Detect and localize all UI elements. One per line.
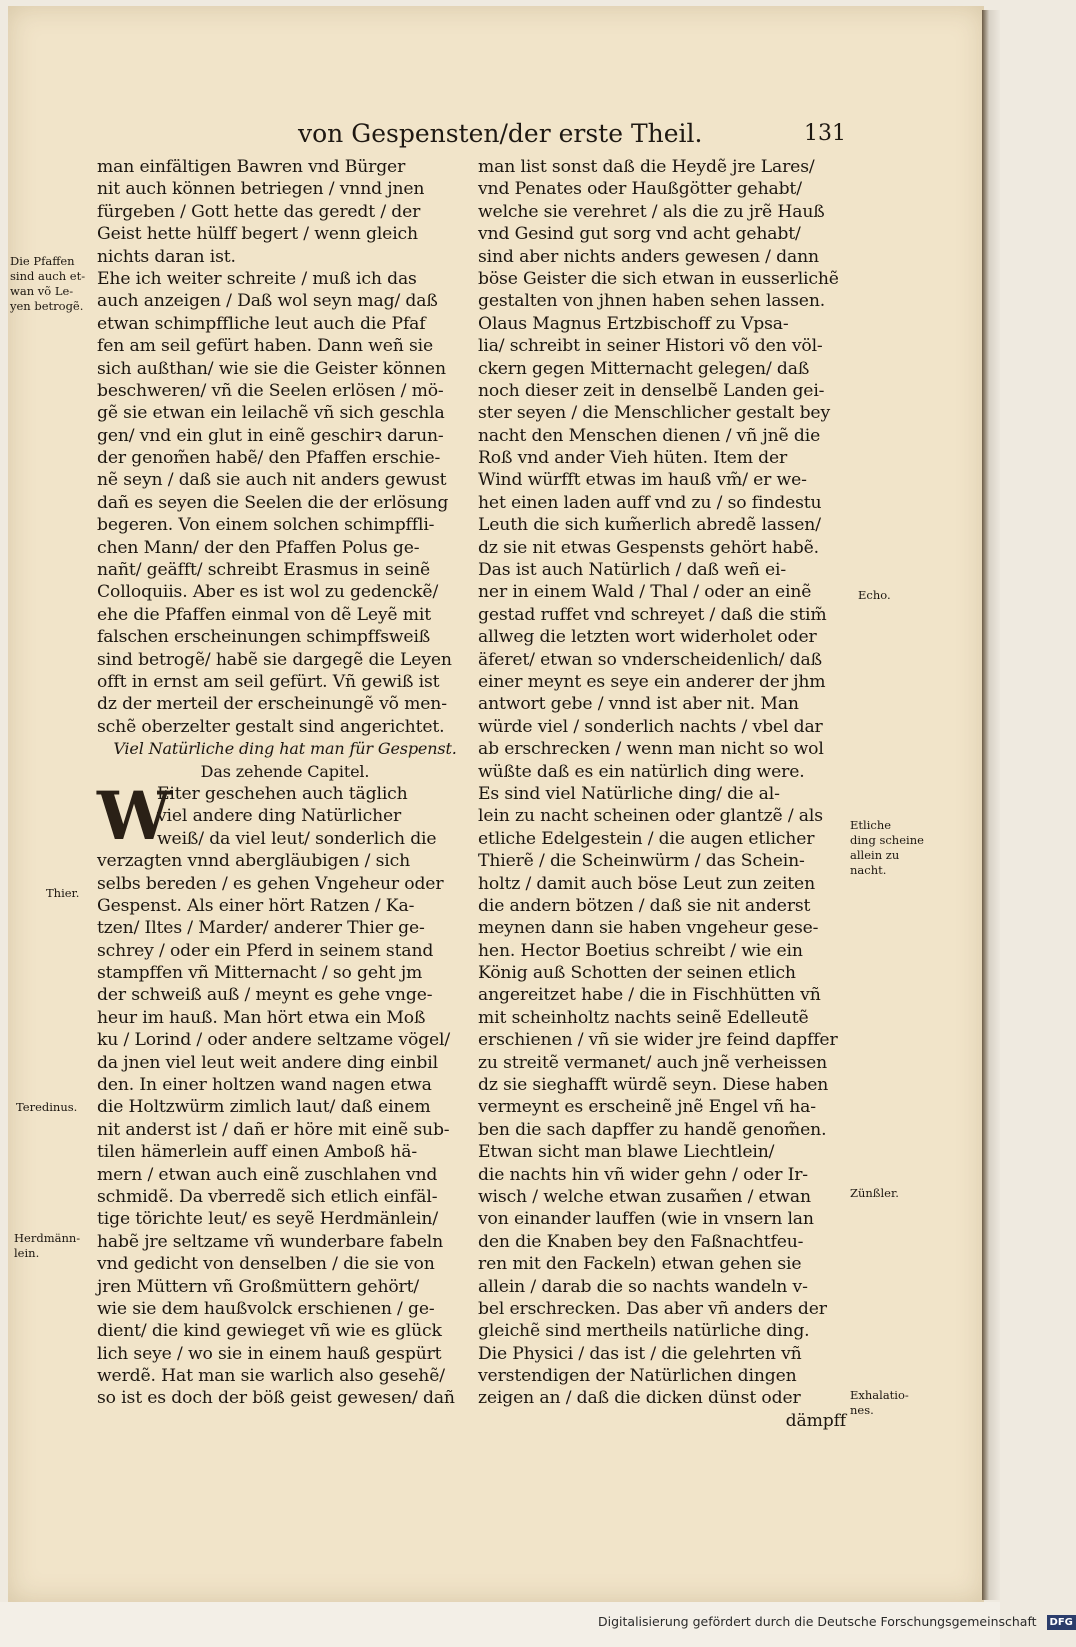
left-column-upper (97, 156, 473, 738)
text-line: welche sie verehret / als die zu jrẽ Hauß (478, 201, 825, 222)
text-line: da jnen viel leut weit andere ding einbil (97, 1052, 438, 1073)
page-edge-shadow (982, 10, 1000, 1600)
text-line: tilen hämerlein auff einen Amboß hä- (97, 1142, 417, 1163)
text-line: lein zu nacht scheinen oder glantzẽ / als (478, 806, 823, 827)
margin-note-line: Thier. (46, 886, 80, 900)
text-line: nit anderst ist / dañ er höre mit einẽ sub- (97, 1119, 450, 1140)
margin-note-teredinus (16, 1100, 77, 1115)
text-line: ehe die Pfaffen einmal von dẽ Leyẽ mit (97, 604, 432, 625)
left-column (97, 156, 473, 1410)
margin-note-line: Echo. (858, 588, 891, 602)
text-line: selbs bereden / es gehen Vngeheur oder (97, 873, 444, 894)
margin-note-line: Etliche (850, 818, 892, 832)
margin-note-thier (46, 886, 79, 901)
page-number: 131 (804, 121, 846, 146)
text-line: noch dieser zeit in denselbẽ Landen gei- (478, 380, 825, 401)
text-line: Roß vnd ander Vieh hüten. Item der (478, 448, 788, 469)
text-line: vermeynt es erscheinẽ jnẽ Engel vñ ha- (478, 1097, 816, 1118)
text-line: hen. Hector Boetius schreibt / wie ein (478, 940, 803, 961)
text-line: Eiter geschehen auch täglich (157, 783, 408, 804)
text-line: holtz / damit auch böse Leut zun zeiten (478, 873, 815, 894)
text-line: etwan schimpffliche leut auch die Pfaf (97, 313, 426, 334)
catchword: dämpff (785, 1410, 846, 1431)
margin-note-line: Exhalatio- (850, 1388, 909, 1402)
text-line: etliche Edelgestein / die augen etlicher (478, 828, 815, 849)
text-line: fürgeben / Gott hette das geredt / der (97, 201, 421, 222)
text-line: Wind würfft etwas im hauß vm̃/ er we- (478, 470, 807, 491)
text-line: den. In einer holtzen wand nagen etwa (97, 1075, 432, 1096)
text-line: werdẽ. Hat man sie warlich also gesehẽ/ (97, 1366, 445, 1387)
text-line: beschweren/ vñ die Seelen erlösen / mö- (97, 380, 444, 401)
text-line: gẽ sie etwan ein leilachẽ vñ sich geschla (97, 403, 445, 424)
text-line: stampffen vñ Mitternacht / so geht jm (97, 963, 423, 984)
chapter-heading: Viel Natürliche ding hat man für Gespenst. (113, 739, 457, 759)
text-line: weiß/ da viel leut/ sonderlich die (157, 828, 437, 849)
text-line: tige törichte leut/ es seyẽ Herdmänlein/ (97, 1209, 438, 1230)
text-line: nañt/ geäfft/ schreibt Erasmus in seinẽ (97, 560, 431, 581)
margin-note-zunsler (850, 1186, 899, 1201)
text-line: ner in einem Wald / Thal / oder an einẽ (478, 582, 812, 603)
text-line: vnd Gesind gut sorg vnd acht gehabt/ (478, 224, 801, 245)
text-line: angereitzet habe / die in Fischhütten vñ (478, 985, 821, 1006)
text-line: lia/ schreibt in seiner Histori võ den völ- (478, 336, 823, 357)
text-line: lich seye / wo sie in einem hauß gespürt (97, 1343, 442, 1364)
text-line: heur im hauß. Man hört etwa ein Moß (97, 1007, 426, 1028)
text-line: die nachts hin vñ wider gehn / oder Ir- (478, 1164, 808, 1185)
text-line: ben die sach dapffer zu handẽ genom̃en. (478, 1119, 827, 1140)
text-line: Etwan sicht man blawe Liechtlein/ (478, 1142, 775, 1163)
text-line: von einander lauffen (wie in vnsern lan (478, 1209, 814, 1230)
text-line: Geist hette hülff begert / wenn gleich (97, 224, 418, 245)
text-line: dient/ die kind gewieget vñ wie es glück (97, 1321, 442, 1342)
drop-cap: W (97, 776, 172, 855)
text-line: dañ es seyen die Seelen die der erlösung (97, 492, 449, 513)
right-column (478, 156, 846, 1432)
text-line: die andern bötzen / daß sie nit anderst (478, 895, 811, 916)
text-line: sind aber nichts anders gewesen / dann (478, 246, 819, 267)
text-line: nacht den Menschen dienen / vñ jnẽ die (478, 425, 821, 446)
text-line: gen/ vnd ein glut in einẽ geschirꝛ darun- (97, 425, 444, 446)
dfg-logo: DFG (1047, 1615, 1076, 1630)
text-line: dz der merteil der erscheinungẽ võ men- (97, 694, 447, 715)
text-line: wüßte daß es ein natürlich ding were. (478, 761, 805, 782)
text-line: dz sie sieghafft würdẽ seyn. Diese haben (478, 1075, 829, 1096)
text-line: het einen laden auff vnd zu / so findestu (478, 492, 822, 513)
left-column-lower (97, 850, 473, 1410)
text-line: äferet/ etwan so vnderscheidenlich/ daß (478, 649, 822, 670)
text-line: vnd Penates oder Haußgötter gehabt/ (478, 179, 802, 200)
text-line: ckern gegen Mitternacht gelegen/ daß (478, 358, 810, 379)
margin-note-line: nes. (850, 1403, 874, 1417)
text-line: habẽ jre seltzame vñ wunderbare fabeln (97, 1231, 443, 1252)
text-line: begeren. Von einem solchen schimpffli- (97, 515, 435, 536)
text-line: zu streitẽ vermanet/ auch jnẽ verheissen (478, 1052, 828, 1073)
text-line: fen am seil gefürt haben. Dann weñ sie (97, 336, 434, 357)
text-line: würde viel / sonderlich nachts / vbel dar (478, 716, 823, 737)
text-line: dz sie nit etwas Gespensts gehört habẽ. (478, 537, 819, 558)
margin-note-line: allein zu (850, 848, 900, 862)
text-line: ab erschrecken / wenn man nicht so wol (478, 739, 824, 760)
margin-note-line: Herdmänn- (14, 1231, 81, 1245)
text-line: antwort gebe / vnnd ist aber nit. Man (478, 694, 799, 715)
text-line: Leuth die sich kum̃erlich abredẽ lassen/ (478, 515, 821, 536)
text-line: vnd gedicht von denselben / die sie von (97, 1254, 435, 1275)
text-line: Thierẽ / die Scheinwürm / das Schein- (478, 851, 805, 872)
text-line: nẽ seyn / daß sie auch nit anders gewust (97, 470, 447, 491)
text-line: Ehe ich weiter schreite / muß ich das (97, 268, 417, 289)
stamp-text: Digitalisierung gefördert durch die Deutsche Forschungsgemeinschaft (598, 1614, 1037, 1629)
text-line: ku / Lorind / oder andere seltzame vögel/ (97, 1030, 451, 1051)
margin-note-line: Teredinus. (16, 1100, 78, 1114)
text-line: König auß Schotten der seinen etlich (478, 963, 796, 984)
text-line: chen Mann/ der den Pfaffen Polus ge- (97, 537, 420, 558)
running-header (298, 119, 858, 155)
text-line: einer meynt es seye ein anderer der jhm (478, 671, 826, 692)
text-line: wisch / welche etwan zusam̃en / etwan (478, 1186, 811, 1207)
text-line: sich außthan/ wie sie die Geister können (97, 358, 446, 379)
margin-note-line: Die Pfaffen (10, 254, 75, 268)
text-line: die Holtzwürm zimlich laut/ daß einem (97, 1097, 431, 1118)
text-line: viel andere ding Natürlicher (157, 806, 402, 827)
text-line: schmidẽ. Da vberredẽ sich etlich einfäl- (97, 1186, 438, 1207)
text-line: mit scheinholtz nachts seinẽ Edelleutẽ (478, 1007, 809, 1028)
text-line: schrey / oder ein Pferd in seinem stand (97, 940, 434, 961)
margin-note-line: sind auch et- (10, 269, 86, 283)
chapter-opening (97, 776, 473, 855)
text-line: allweg die letzten wort widerholet oder (478, 627, 817, 648)
text-line: verzagten vnnd abergläubigen / sich (97, 851, 411, 872)
margin-note-line: wan võ Le- (10, 284, 74, 298)
text-line: man einfältigen Bawren vnd Bürger (97, 157, 406, 177)
digitization-stamp (598, 1606, 1076, 1638)
margin-note-line: Zünßler. (850, 1186, 899, 1200)
text-line: den die Knaben bey den Faßnachtfeu- (478, 1231, 804, 1252)
margin-note-herdmannlein (14, 1231, 80, 1261)
text-line: gleichẽ sind mertheils natürliche ding. (478, 1321, 810, 1342)
text-line: Olaus Magnus Ertzbischoff zu Vpsa- (478, 313, 789, 334)
book-page (8, 6, 984, 1602)
margin-note-line: nacht. (850, 863, 887, 877)
text-line: gestalten von jhnen haben sehen lassen. (478, 291, 826, 312)
text-line: sind betrogẽ/ habẽ sie dargegẽ die Leyen (97, 649, 452, 670)
text-line: man list sonst daß die Heydẽ jre Lares/ (478, 157, 815, 177)
text-line: wie sie dem haußvolck erschienen / ge- (97, 1298, 435, 1319)
text-line: der genom̃en habẽ/ den Pfaffen erschie- (97, 448, 441, 469)
text-line: auch anzeigen / Daß wol seyn mag/ daß (97, 291, 438, 312)
margin-note-pfaffen (10, 254, 85, 314)
text-line: zeigen an / daß die dicken dünst oder (478, 1388, 801, 1409)
text-line: ren mit den Fackeln) etwan gehen sie (478, 1254, 802, 1275)
right-column-lines (478, 156, 846, 1410)
chapter-title: Das zehende Capitel. (200, 761, 370, 781)
text-line: falschen erscheinungen schimpffsweiß (97, 627, 431, 648)
text-line: gestad ruffet vnd schreyet / daß die stim̃ (478, 604, 827, 625)
margin-note-echo (858, 588, 891, 603)
margin-note-line: ding scheine (850, 833, 924, 847)
text-line: erschienen / vñ sie wider jre feind dapffer (478, 1030, 838, 1051)
text-line: Das ist auch Natürlich / daß weñ ei- (478, 560, 787, 581)
text-line: so ist es doch der böß geist gewesen/ dañ (97, 1388, 455, 1409)
text-line: schẽ oberzelter gestalt sind angerichtet. (97, 716, 445, 737)
text-line: mern / etwan auch einẽ zuschlahen vnd (97, 1164, 438, 1185)
running-title: von Gespensten/der erste Theil. (298, 119, 703, 148)
text-line: der schweiß auß / meynt es gehe vnge- (97, 985, 433, 1006)
text-line: verstendigen der Natürlichen dingen (478, 1366, 797, 1387)
text-line: böse Geister die sich etwan in eusserlichẽ (478, 268, 839, 289)
margin-note-exhalationes (850, 1388, 909, 1418)
margin-note-etliche (850, 818, 924, 878)
text-line: offt in ernst am seil gefürt. Vñ gewiß ist (97, 671, 440, 692)
text-line: tzen/ Iltes / Marder/ anderer Thier ge- (97, 918, 425, 939)
text-line: Gespenst. Als einer hört Ratzen / Ka- (97, 895, 415, 916)
text-line: Es sind viel Natürliche ding/ die al- (478, 783, 780, 804)
text-line: Colloquiis. Aber es ist wol zu gedenckẽ/ (97, 582, 439, 603)
text-line: nit auch können betriegen / vnnd jnen (97, 179, 425, 200)
margin-note-line: yen betrogẽ. (10, 299, 84, 313)
text-line: meynen dann sie haben vngeheur gese- (478, 918, 819, 939)
text-line: jren Müttern vñ Großmüttern gehört/ (97, 1276, 420, 1297)
text-line: nichts daran ist. (97, 246, 236, 267)
text-line: ster seyen / die Menschlicher gestalt bey (478, 403, 831, 424)
text-line: Die Physici / das ist / die gelehrten vñ (478, 1343, 802, 1364)
text-line: bel erschrecken. Das aber vñ anders der (478, 1298, 827, 1319)
margin-note-line: lein. (14, 1246, 40, 1260)
text-line: allein / darab die so nachts wandeln v- (478, 1276, 808, 1297)
